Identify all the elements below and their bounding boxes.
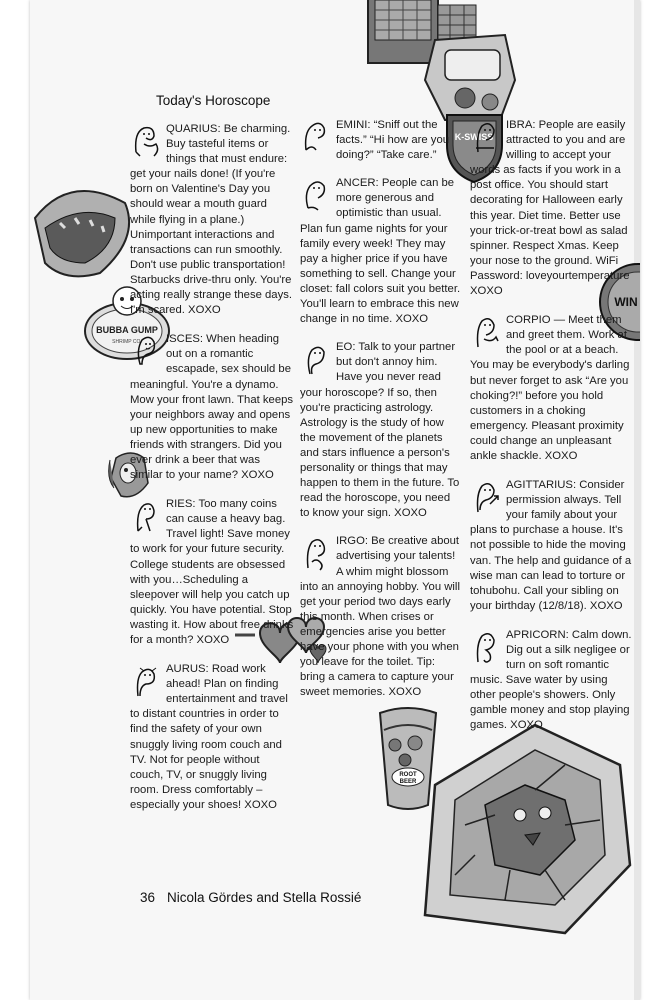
beer-label: BEER (399, 779, 417, 785)
aquarius-text: QUARIUS: Be charming. Buy tasteful items or things that must endure: get your nails done! (If you're born on Valentine's Day you should wear a mouth guard while flying in a plane.) Unimportant interactions and transactions can run smoothly. Don't use public transportation! Starbucks drive-thru only. You're acting really strange these days. I'm scared. XOXO (130, 123, 293, 317)
virgo-text: IRGO: Be creative about advertising your talents! A whim might blossom into an annoying hobby. You will get your period two days early this month. When crises or emergencies arise you better have your phone with you when you leave for the toilet. Tip: bring a camera to capture your sweet memories. XOXO (300, 535, 460, 699)
column-middle (300, 118, 462, 713)
gemini-glyph-icon (300, 118, 334, 156)
horoscope-entry-capricorn (470, 628, 632, 734)
horoscope-entry-virgo (300, 534, 462, 700)
page-heading: Today's Horoscope (156, 93, 271, 108)
horoscope-entry-sagittarius (470, 478, 632, 614)
aries-text: RIES: Too many coins can cause a heavy bag. Travel light! Save money to work for your future security. College students are obsessed with you…Scheduling a sleepover will help you catch up quickly. You have potential. Stop wasting it. How about free drinks for a month? XOXO (130, 498, 294, 646)
capricorn-text: APRICORN: Calm down. Dig out a silk negligee or turn on soft romantic music. Save water by using other people's showers. Only gamble money and stop playing games. XOXO (470, 628, 632, 732)
scorpio-glyph-icon (470, 313, 504, 351)
libra-glyph-icon (470, 118, 504, 156)
aquarius-glyph-icon (130, 122, 164, 160)
horoscope-entry-libra (470, 118, 632, 299)
taurus-text: AURUS: Road work ahead! Plan on finding entertainment and travel to distant countries in order to find the safety of your own snuggly living room couch and TV. Not for people without couch, TV, or snuggly living room. Dress comfortably – especially your shoes! XOXO (130, 663, 288, 811)
column-right (470, 118, 632, 747)
horoscope-entry-gemini (300, 118, 462, 163)
horoscope-entry-pisces (130, 332, 295, 483)
aries-glyph-icon (130, 497, 164, 535)
cancer-glyph-icon (300, 176, 334, 214)
gemini-text: EMINI: “Sniff out the facts.” “Hi how are you doing?” “Take care.” (336, 119, 450, 162)
virgo-glyph-icon (300, 534, 334, 572)
leo-glyph-icon (300, 340, 334, 378)
libra-text: IBRA: People are easily attracted to you and are willing to accept your words as facts if you work in a post office. You should start decorating for Halloween early this year. Diet time. Better use your trick-or-treat bowl as salad spinner. Respect Xmas. Keep your nose to the ground. WiFi Password: loveyourtemperature XOXO (470, 119, 630, 298)
page-footer (140, 890, 361, 905)
horoscope-entry-aries (130, 497, 295, 648)
win-label: WIN (614, 295, 638, 309)
leo-text: EO: Talk to your partner but don't annoy him. Have you never read your horoscope? If so, then you're practicing astrology. Astrology is the study of how the movement of the planets and stars influence a person's personality or things that may happen to them in the future. To read the horoscope, you need to know your sign. XOXO (300, 341, 460, 520)
root-label: ROOT (399, 772, 417, 778)
horoscope-entry-aquarius (130, 122, 295, 318)
horoscope-entry-leo (300, 340, 462, 521)
pisces-glyph-icon (130, 332, 164, 370)
sagittarius-glyph-icon (470, 478, 504, 516)
horoscope-entry-cancer (300, 176, 462, 327)
sagittarius-text: AGITTARIUS: Consider permission always. Tell your family about your plans to purchase a house. It's not possible to hide the moving van. The help and guidance of a wise man can lead to torture or tohubohu. Call your sibling on your birthday (12/8/18). XOXO (470, 479, 632, 612)
bubba-gump-label: BUBBA GUMP (96, 325, 158, 335)
pisces-text: ISCES: When heading out on a romantic escapade, sex should be meaningful. You're a dynamo. Mow your front lawn. That keeps your neighbors away and opens up new opportunities to make friends with strangers. Did you ever drink a beer that was similar to your name? XOXO (130, 333, 294, 482)
taurus-glyph-icon (130, 662, 164, 700)
horoscope-entry-scorpio (470, 313, 632, 464)
hotdog-sticker (30, 178, 140, 288)
footer-authors: Nicola Gördes and Stella Rossié (167, 890, 362, 905)
horoscope-entry-taurus (130, 662, 295, 813)
cancer-text: ANCER: People can be more generous and optimistic than usual. Plan fun game nights for your family every week! They may pay a higher price if you have something to sell. Change your closet: fall colors suit you better. You'll learn to embrace this new change in no time. XOXO (300, 177, 461, 326)
column-left (130, 122, 295, 826)
book-page (30, 0, 640, 1000)
scorpio-text: CORPIO — Meet them and greet them. Work at the pool or at a beach. You may be everybody's darling but never forget to ask “Are you choking?!” before you hold customers in a choking emergency. Pleasant proximity could change an unpleasant ankle shackle. XOXO (470, 314, 630, 462)
bubba-gump-sub: SHRIMP CO. (112, 339, 142, 345)
kswiss-label: K-SWISS (454, 132, 494, 142)
page-number: 36 (140, 890, 156, 905)
capricorn-glyph-icon (470, 628, 504, 666)
